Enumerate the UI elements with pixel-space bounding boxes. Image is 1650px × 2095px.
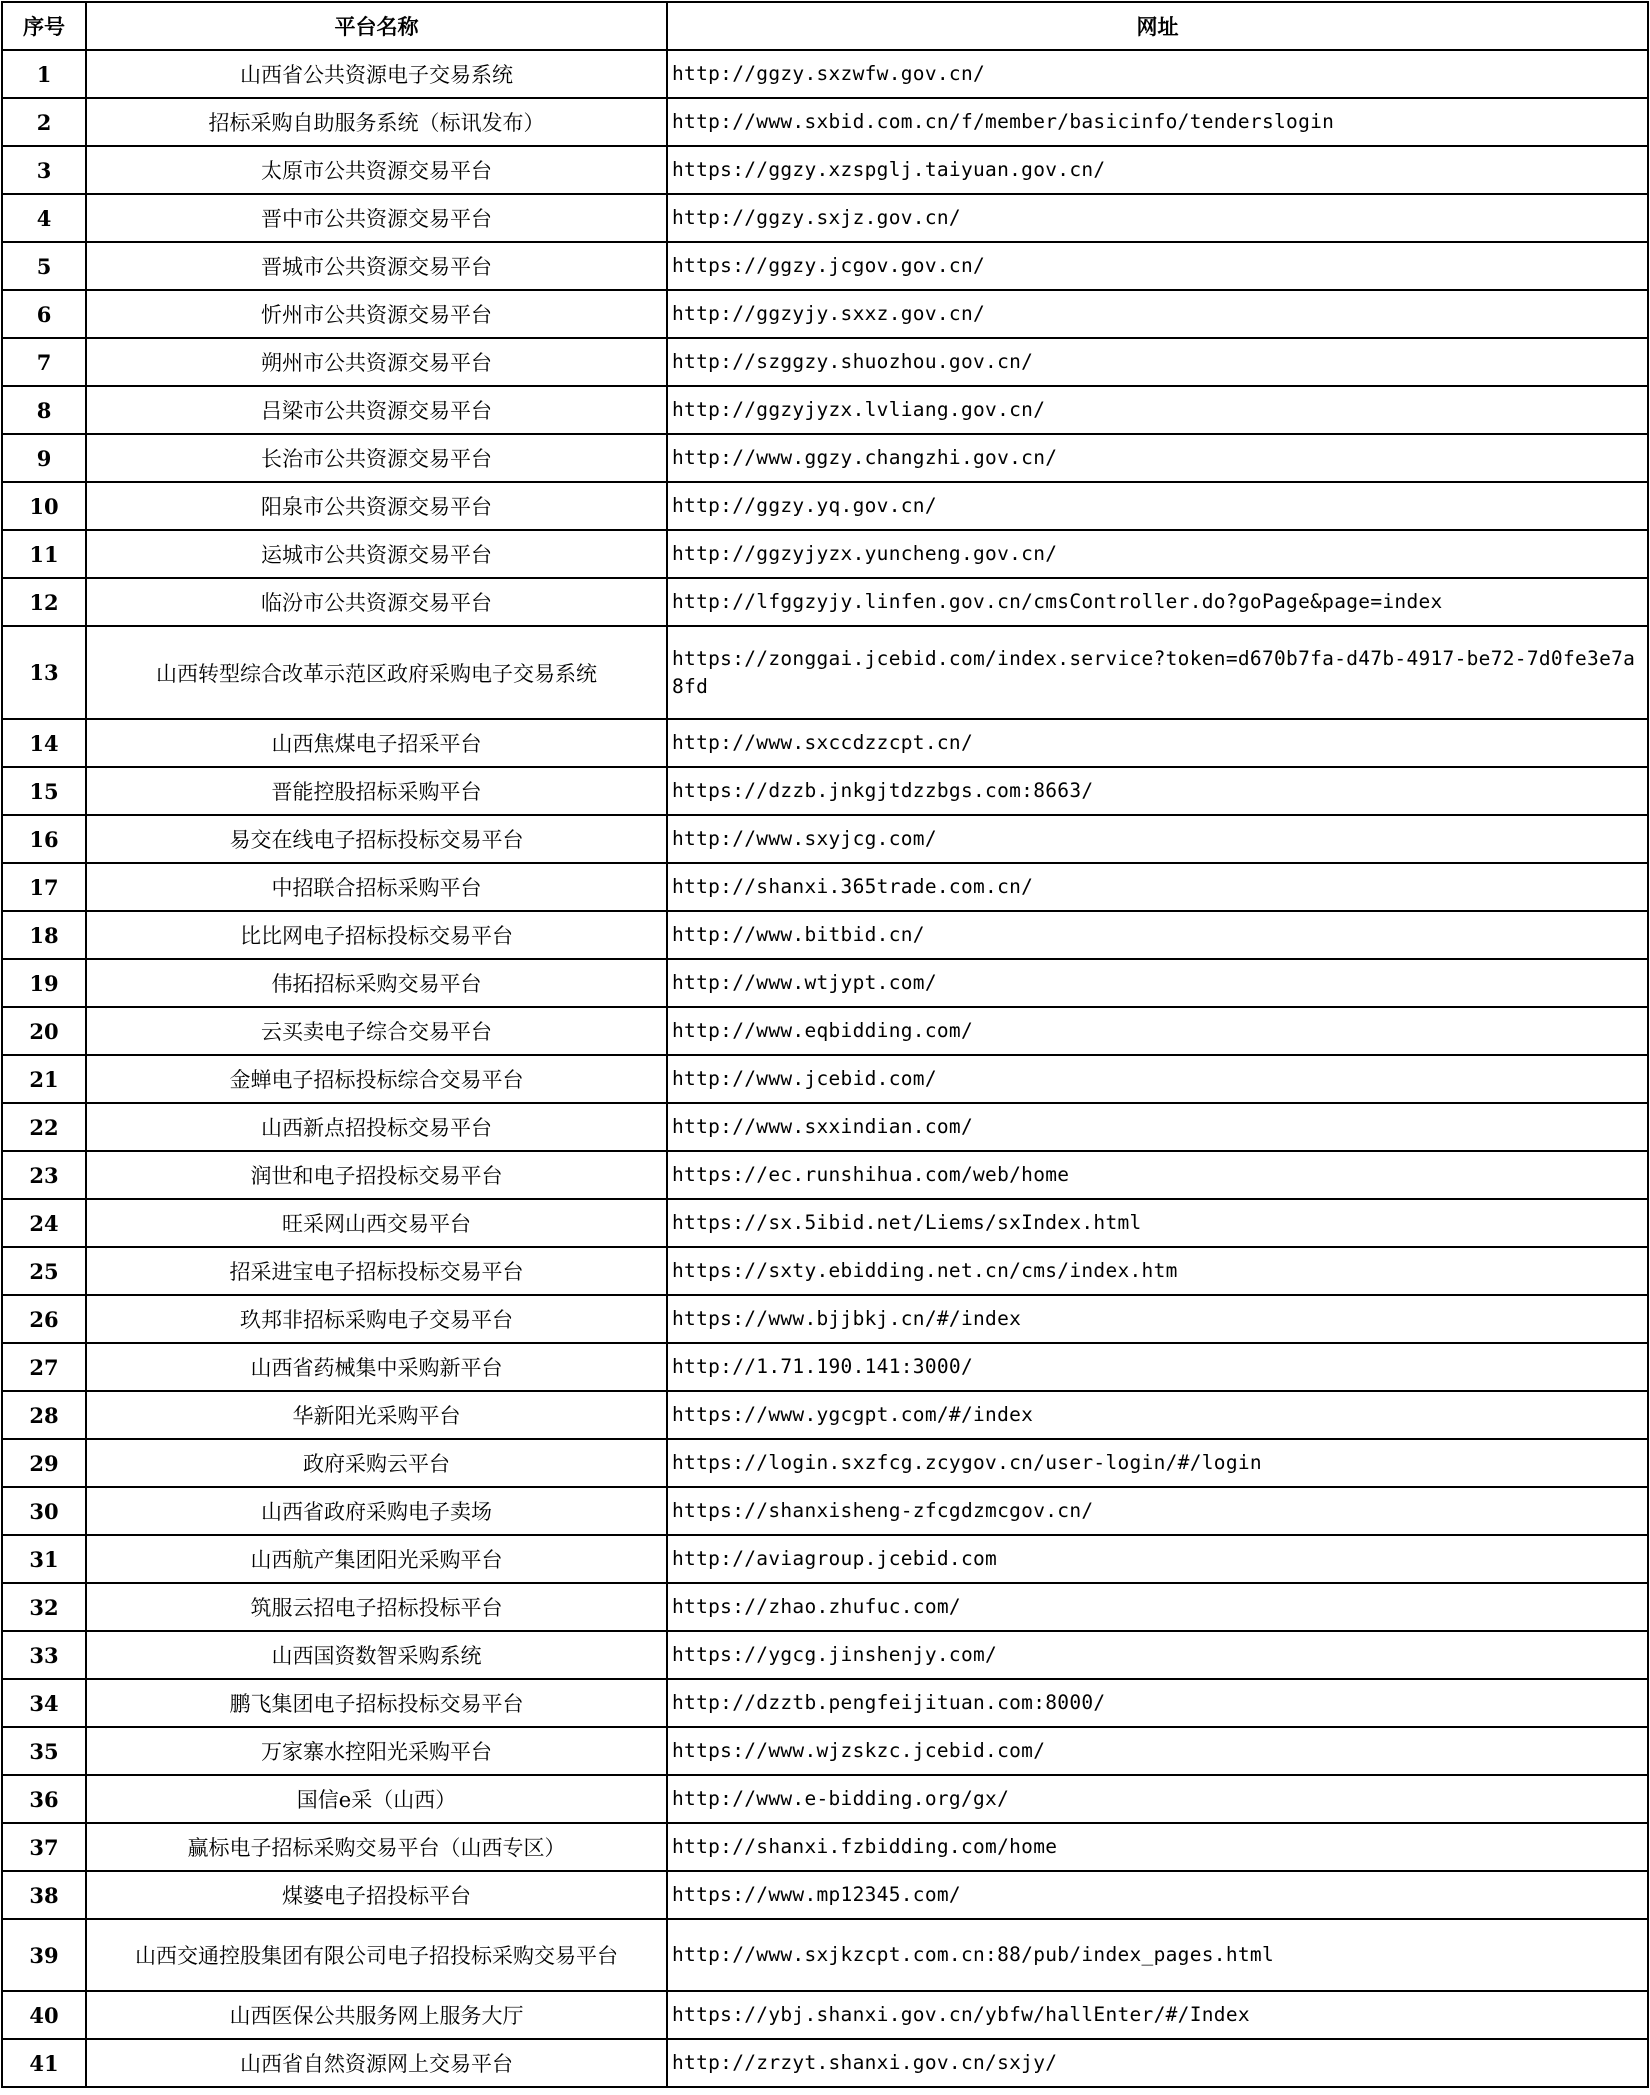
row-number: 40 — [2, 1991, 86, 2039]
table-row — [2, 1823, 1648, 1871]
platform-url[interactable]: https://zhao.zhufuc.com/ — [667, 1583, 1648, 1631]
row-number: 15 — [2, 767, 86, 815]
platform-name: 招标采购自助服务系统（标讯发布） — [86, 98, 667, 146]
platform-url[interactable]: http://www.sxxindian.com/ — [667, 1103, 1648, 1151]
header-platform-name: 平台名称 — [86, 2, 667, 50]
row-number: 21 — [2, 1055, 86, 1103]
platform-name: 招采进宝电子招标投标交易平台 — [86, 1247, 667, 1295]
row-number: 27 — [2, 1343, 86, 1391]
platform-name: 金蝉电子招标投标综合交易平台 — [86, 1055, 667, 1103]
table-row — [2, 1151, 1648, 1199]
row-number: 36 — [2, 1775, 86, 1823]
platform-url[interactable]: http://shanxi.fzbidding.com/home — [667, 1823, 1648, 1871]
table-row — [2, 50, 1648, 98]
platform-name: 山西转型综合改革示范区政府采购电子交易系统 — [86, 626, 667, 719]
platform-url[interactable]: http://www.sxbid.com.cn/f/member/basicinfo/tenderslogin — [667, 98, 1648, 146]
row-number: 20 — [2, 1007, 86, 1055]
table-row — [2, 815, 1648, 863]
platform-name: 山西交通控股集团有限公司电子招投标采购交易平台 — [86, 1919, 667, 1991]
table-row — [2, 1679, 1648, 1727]
table-row — [2, 338, 1648, 386]
platform-table — [1, 1, 1649, 2088]
platform-name: 伟拓招标采购交易平台 — [86, 959, 667, 1007]
row-number: 37 — [2, 1823, 86, 1871]
platform-url[interactable]: https://sx.5ibid.net/Liems/sxIndex.html — [667, 1199, 1648, 1247]
platform-name: 万家寨水控阳光采购平台 — [86, 1727, 667, 1775]
table-row — [2, 578, 1648, 626]
platform-url[interactable]: http://www.wtjypt.com/ — [667, 959, 1648, 1007]
table-body — [2, 50, 1648, 2087]
platform-name: 山西省政府采购电子卖场 — [86, 1487, 667, 1535]
platform-name: 吕梁市公共资源交易平台 — [86, 386, 667, 434]
row-number: 10 — [2, 482, 86, 530]
row-number: 7 — [2, 338, 86, 386]
platform-url[interactable]: https://shanxisheng-zfcgdzmcgov.cn/ — [667, 1487, 1648, 1535]
table-row — [2, 1487, 1648, 1535]
platform-url[interactable]: http://szggzy.shuozhou.gov.cn/ — [667, 338, 1648, 386]
platform-name: 山西省公共资源电子交易系统 — [86, 50, 667, 98]
row-number: 31 — [2, 1535, 86, 1583]
table-row — [2, 1295, 1648, 1343]
platform-name: 忻州市公共资源交易平台 — [86, 290, 667, 338]
table-row — [2, 1631, 1648, 1679]
table-row — [2, 719, 1648, 767]
platform-name: 太原市公共资源交易平台 — [86, 146, 667, 194]
platform-url[interactable]: http://www.sxyjcg.com/ — [667, 815, 1648, 863]
table-row — [2, 767, 1648, 815]
table-row — [2, 626, 1648, 719]
platform-url[interactable]: https://zonggai.jcebid.com/index.service?token=d670b7fa-d47b-4917-be72-7d0fe3e7a8fd — [667, 626, 1648, 719]
platform-name: 云买卖电子综合交易平台 — [86, 1007, 667, 1055]
table-row — [2, 1871, 1648, 1919]
table-row — [2, 386, 1648, 434]
platform-url[interactable]: https://sxty.ebidding.net.cn/cms/index.htm — [667, 1247, 1648, 1295]
platform-url[interactable]: https://www.mp12345.com/ — [667, 1871, 1648, 1919]
platform-url[interactable]: http://www.sxjkzcpt.com.cn:88/pub/index_pages.html — [667, 1919, 1648, 1991]
row-number: 4 — [2, 194, 86, 242]
platform-url[interactable]: https://www.bjjbkj.cn/#/index — [667, 1295, 1648, 1343]
platform-url[interactable]: https://ybj.shanxi.gov.cn/ybfw/hallEnter/#/Index — [667, 1991, 1648, 2039]
platform-name: 晋能控股招标采购平台 — [86, 767, 667, 815]
row-number: 17 — [2, 863, 86, 911]
platform-name: 易交在线电子招标投标交易平台 — [86, 815, 667, 863]
table-row — [2, 1439, 1648, 1487]
row-number: 30 — [2, 1487, 86, 1535]
row-number: 28 — [2, 1391, 86, 1439]
row-number: 39 — [2, 1919, 86, 1991]
platform-url[interactable]: https://www.ygcgpt.com/#/index — [667, 1391, 1648, 1439]
row-number: 5 — [2, 242, 86, 290]
platform-url[interactable]: http://www.e-bidding.org/gx/ — [667, 1775, 1648, 1823]
table-row — [2, 242, 1648, 290]
platform-url[interactable]: http://www.jcebid.com/ — [667, 1055, 1648, 1103]
row-number: 16 — [2, 815, 86, 863]
platform-name: 山西航产集团阳光采购平台 — [86, 1535, 667, 1583]
platform-name: 华新阳光采购平台 — [86, 1391, 667, 1439]
platform-name: 临汾市公共资源交易平台 — [86, 578, 667, 626]
row-number: 13 — [2, 626, 86, 719]
platform-url[interactable]: http://www.eqbidding.com/ — [667, 1007, 1648, 1055]
row-number: 2 — [2, 98, 86, 146]
row-number: 14 — [2, 719, 86, 767]
table-row — [2, 1919, 1648, 1991]
platform-url[interactable]: http://dzztb.pengfeijituan.com:8000/ — [667, 1679, 1648, 1727]
row-number: 12 — [2, 578, 86, 626]
platform-url[interactable]: https://ygcg.jinshenjy.com/ — [667, 1631, 1648, 1679]
platform-name: 旺采网山西交易平台 — [86, 1199, 667, 1247]
header-no: 序号 — [2, 2, 86, 50]
platform-name: 玖邦非招标采购电子交易平台 — [86, 1295, 667, 1343]
platform-name: 赢标电子招标采购交易平台（山西专区） — [86, 1823, 667, 1871]
platform-url[interactable]: https://ec.runshihua.com/web/home — [667, 1151, 1648, 1199]
row-number: 41 — [2, 2039, 86, 2087]
row-number: 8 — [2, 386, 86, 434]
platform-url[interactable]: https://dzzb.jnkgjtdzzbgs.com:8663/ — [667, 767, 1648, 815]
table-row — [2, 146, 1648, 194]
platform-url[interactable]: https://ggzy.jcgov.gov.cn/ — [667, 242, 1648, 290]
platform-url[interactable]: http://ggzy.sxzwfw.gov.cn/ — [667, 50, 1648, 98]
table-row — [2, 1391, 1648, 1439]
table-row — [2, 911, 1648, 959]
table-row — [2, 1775, 1648, 1823]
platform-url[interactable]: http://ggzyjyzx.lvliang.gov.cn/ — [667, 386, 1648, 434]
row-number: 23 — [2, 1151, 86, 1199]
platform-url[interactable]: http://lfggzyjy.linfen.gov.cn/cmsController.do?goPage&page=index — [667, 578, 1648, 626]
table-row — [2, 1103, 1648, 1151]
row-number: 29 — [2, 1439, 86, 1487]
table-row — [2, 482, 1648, 530]
row-number: 33 — [2, 1631, 86, 1679]
platform-name: 中招联合招标采购平台 — [86, 863, 667, 911]
platform-url[interactable]: http://ggzy.sxjz.gov.cn/ — [667, 194, 1648, 242]
platform-url[interactable]: http://1.71.190.141:3000/ — [667, 1343, 1648, 1391]
row-number: 1 — [2, 50, 86, 98]
platform-name: 山西省药械集中采购新平台 — [86, 1343, 667, 1391]
table-row — [2, 863, 1648, 911]
header-url: 网址 — [667, 2, 1648, 50]
row-number: 32 — [2, 1583, 86, 1631]
table-row — [2, 1535, 1648, 1583]
platform-name: 山西焦煤电子招采平台 — [86, 719, 667, 767]
row-number: 25 — [2, 1247, 86, 1295]
platform-name: 煤婆电子招投标平台 — [86, 1871, 667, 1919]
platform-name: 山西新点招投标交易平台 — [86, 1103, 667, 1151]
table-row — [2, 2039, 1648, 2087]
row-number: 38 — [2, 1871, 86, 1919]
row-number: 35 — [2, 1727, 86, 1775]
table-row — [2, 1991, 1648, 2039]
platform-url[interactable]: http://ggzyjy.sxxz.gov.cn/ — [667, 290, 1648, 338]
platform-url[interactable]: https://www.wjzskzc.jcebid.com/ — [667, 1727, 1648, 1775]
table-row — [2, 194, 1648, 242]
table-row — [2, 1583, 1648, 1631]
table-row — [2, 1199, 1648, 1247]
row-number: 6 — [2, 290, 86, 338]
table-row — [2, 1007, 1648, 1055]
platform-name: 山西省自然资源网上交易平台 — [86, 2039, 667, 2087]
table-row — [2, 1247, 1648, 1295]
platform-url[interactable]: http://zrzyt.shanxi.gov.cn/sxjy/ — [667, 2039, 1648, 2087]
platform-url[interactable]: https://login.sxzfcg.zcygov.cn/user-login/#/login — [667, 1439, 1648, 1487]
platform-url[interactable]: http://ggzy.yq.gov.cn/ — [667, 482, 1648, 530]
platform-name: 国信e采（山西） — [86, 1775, 667, 1823]
platform-name: 晋中市公共资源交易平台 — [86, 194, 667, 242]
table-row — [2, 290, 1648, 338]
table-row — [2, 1343, 1648, 1391]
platform-url[interactable]: http://www.bitbid.cn/ — [667, 911, 1648, 959]
platform-name: 山西医保公共服务网上服务大厅 — [86, 1991, 667, 2039]
row-number: 3 — [2, 146, 86, 194]
platform-name: 晋城市公共资源交易平台 — [86, 242, 667, 290]
table-header-row — [2, 2, 1648, 50]
table-row — [2, 1055, 1648, 1103]
platform-name: 政府采购云平台 — [86, 1439, 667, 1487]
table-row — [2, 959, 1648, 1007]
platform-name: 鹏飞集团电子招标投标交易平台 — [86, 1679, 667, 1727]
table-row — [2, 530, 1648, 578]
row-number: 26 — [2, 1295, 86, 1343]
platform-name: 朔州市公共资源交易平台 — [86, 338, 667, 386]
platform-name: 阳泉市公共资源交易平台 — [86, 482, 667, 530]
platform-name: 山西国资数智采购系统 — [86, 1631, 667, 1679]
platform-name: 润世和电子招投标交易平台 — [86, 1151, 667, 1199]
platform-url[interactable]: http://shanxi.365trade.com.cn/ — [667, 863, 1648, 911]
row-number: 34 — [2, 1679, 86, 1727]
table-row — [2, 1727, 1648, 1775]
platform-url[interactable]: http://www.sxccdzzcpt.cn/ — [667, 719, 1648, 767]
row-number: 18 — [2, 911, 86, 959]
row-number: 11 — [2, 530, 86, 578]
platform-name: 筑服云招电子招标投标平台 — [86, 1583, 667, 1631]
row-number: 19 — [2, 959, 86, 1007]
platform-url[interactable]: https://ggzy.xzspglj.taiyuan.gov.cn/ — [667, 146, 1648, 194]
platform-name: 运城市公共资源交易平台 — [86, 530, 667, 578]
row-number: 9 — [2, 434, 86, 482]
platform-name: 比比网电子招标投标交易平台 — [86, 911, 667, 959]
platform-url[interactable]: http://www.ggzy.changzhi.gov.cn/ — [667, 434, 1648, 482]
platform-url[interactable]: http://ggzyjyzx.yuncheng.gov.cn/ — [667, 530, 1648, 578]
table-row — [2, 434, 1648, 482]
platform-url[interactable]: http://aviagroup.jcebid.com — [667, 1535, 1648, 1583]
row-number: 24 — [2, 1199, 86, 1247]
row-number: 22 — [2, 1103, 86, 1151]
platform-name: 长治市公共资源交易平台 — [86, 434, 667, 482]
table-row — [2, 98, 1648, 146]
